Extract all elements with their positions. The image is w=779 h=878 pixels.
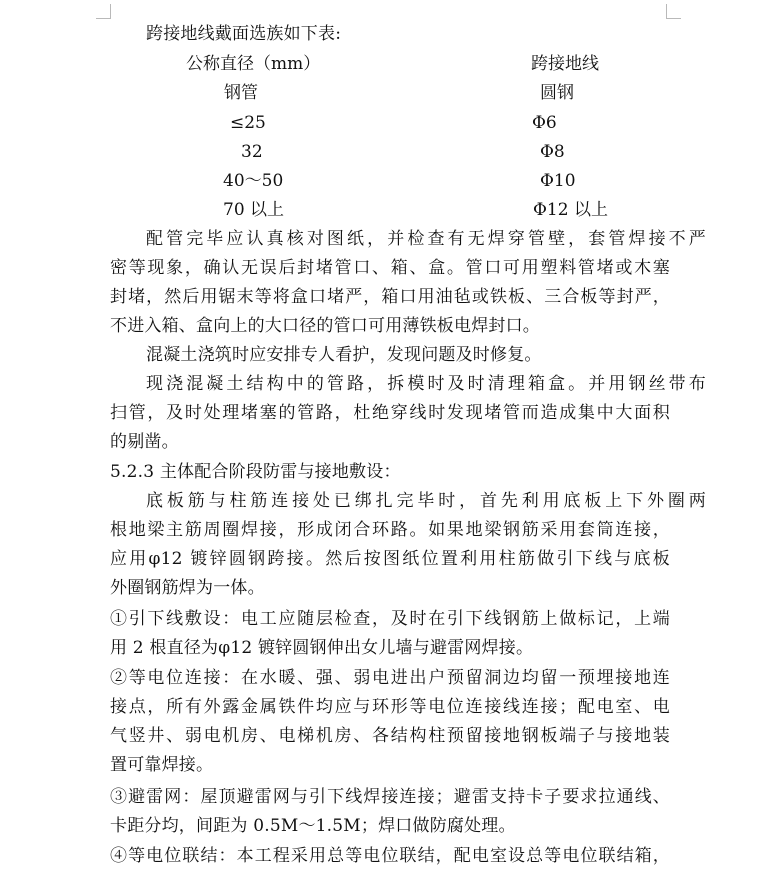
section-heading: 5.2.3 主体配合阶段防雷与接地敷设： bbox=[110, 462, 401, 482]
table-header-ground-wire: 跨接地线 bbox=[531, 54, 599, 74]
table-cell: 70 以上 bbox=[223, 200, 285, 220]
paragraph-line: 扫管，及时处理堵塞的管路，杜绝穿线时发现堵管而造成集中大面积 bbox=[110, 403, 670, 423]
table-cell: ≤25 bbox=[230, 113, 266, 133]
paragraph-line: 卡距分均，间距为 0.5M～1.5M；焊口做防腐处理。 bbox=[110, 816, 516, 836]
paragraph-line: 接点，所有外露金属铁件均应与环形等电位连接线连接；配电室、电 bbox=[110, 697, 670, 717]
table-cell: Φ10 bbox=[540, 171, 576, 191]
paragraph-line: 封堵，然后用锯末等将盒口堵严，箱口用油毡或铁板、三合板等封严， bbox=[110, 287, 670, 307]
paragraph-line: 配管完毕应认真核对图纸，并检查有无焊穿管壁，套管焊接不严 bbox=[146, 229, 706, 249]
paragraph-line: 现浇混凝土结构中的管路，拆模时及时清理箱盒。并用钢丝带布 bbox=[146, 374, 706, 394]
page-corner-mark-right bbox=[666, 4, 681, 19]
paragraph-line: 密等现象，确认无误后封堵管口、箱、盒。管口可用塑料管堵或木塞 bbox=[110, 258, 670, 278]
paragraph-line: ①引下线敷设：电工应随层检查，及时在引下线钢筋上做标记，上端 bbox=[110, 609, 670, 629]
table-header-diameter: 公称直径（mm） bbox=[186, 54, 321, 74]
paragraph-line: 的剔凿。 bbox=[110, 432, 179, 452]
table-cell: 钢管 bbox=[224, 83, 258, 103]
table-cell: Φ6 bbox=[532, 113, 557, 133]
table-cell: Φ12 以上 bbox=[533, 200, 608, 220]
paragraph-line: 置可靠焊接。 bbox=[110, 755, 214, 775]
paragraph-line: 应用φ12 镀锌圆钢跨接。然后按图纸位置利用柱筋做引下线与底板 bbox=[110, 549, 670, 569]
table-cell: 圆钢 bbox=[540, 83, 574, 103]
table-cell: 40～50 bbox=[223, 171, 284, 191]
intro-line: 跨接地线戴面选族如下表: bbox=[146, 24, 342, 44]
paragraph-line: 根地梁主筋周圈焊接，形成闭合环路。如果地梁钢筋采用套筒连接， bbox=[110, 520, 670, 540]
paragraph-line: 用 2 根直径为φ12 镀锌圆钢伸出女儿墙与避雷网焊接。 bbox=[110, 638, 534, 658]
paragraph-line: ③避雷网：屋顶避雷网与引下线焊接连接；避雷支持卡子要求拉通线、 bbox=[110, 787, 670, 807]
paragraph-line: 混凝土浇筑时应安排专人看护，发现问题及时修复。 bbox=[146, 345, 542, 365]
paragraph-line: 底板筋与柱筋连接处已绑扎完毕时，首先利用底板上下外圈两 bbox=[146, 491, 706, 511]
paragraph-line: ④等电位联结：本工程采用总等电位联结，配电室设总等电位联结箱， bbox=[110, 846, 670, 866]
paragraph-line: 气竖井、弱电机房、电梯机房、各结构柱预留接地钢板端子与接地装 bbox=[110, 726, 670, 746]
paragraph-line: 不进入箱、盒向上的大口径的管口可用薄铁板电焊封口。 bbox=[110, 316, 540, 336]
table-cell: 32 bbox=[241, 142, 263, 162]
table-cell: Φ8 bbox=[540, 142, 565, 162]
paragraph-line: 外圈钢筋焊为一体。 bbox=[110, 578, 265, 598]
page-corner-mark-left bbox=[96, 4, 111, 19]
paragraph-line: ②等电位连接：在水暖、强、弱电进出户预留洞边均留一预埋接地连 bbox=[110, 668, 670, 688]
